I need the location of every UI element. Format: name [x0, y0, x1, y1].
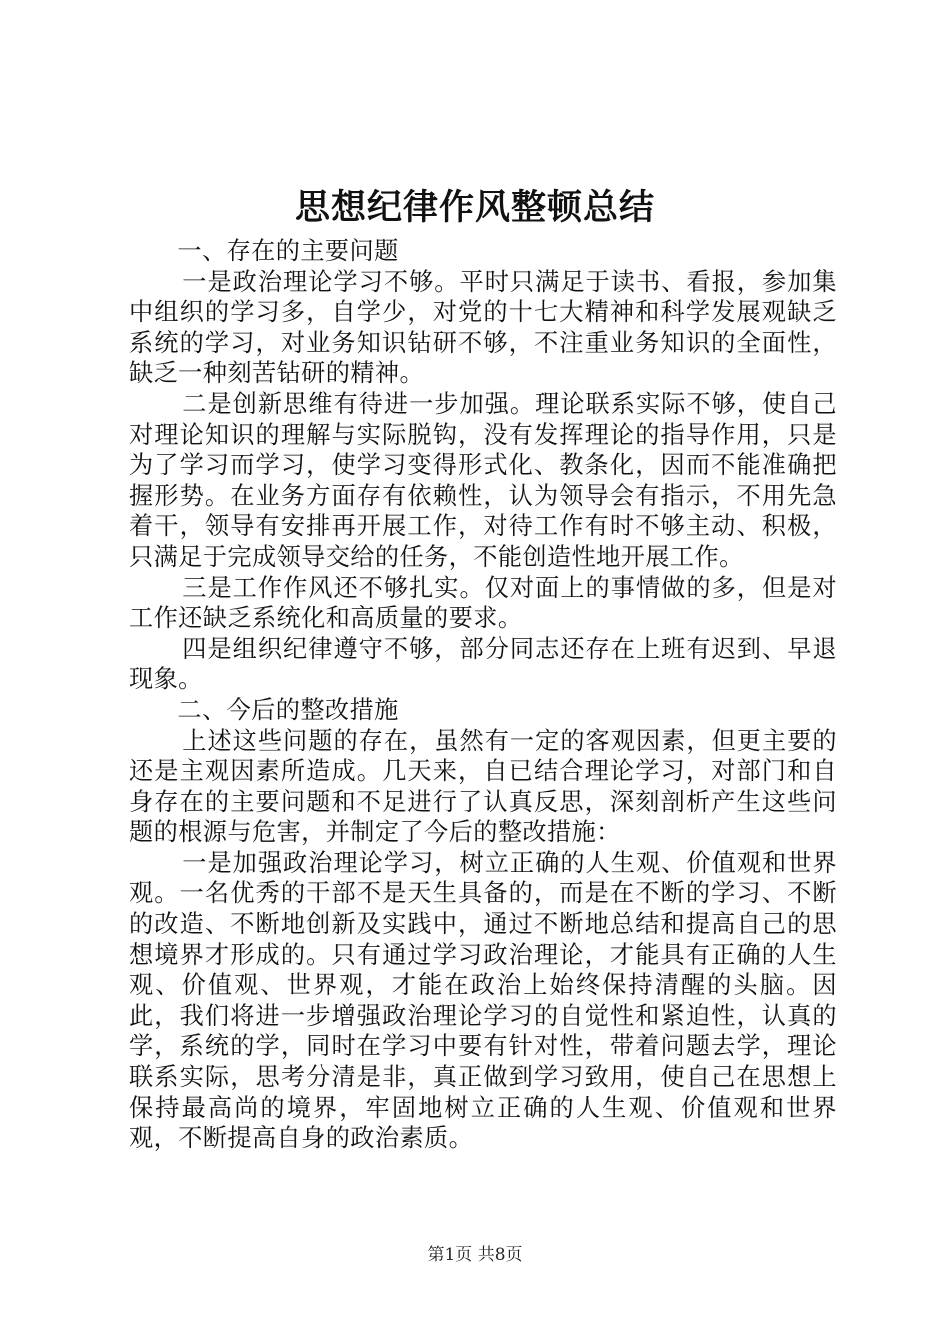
page-number: 第1页 共8页: [427, 1245, 523, 1265]
document-body: [129, 236, 837, 1154]
paragraph-measures-intro: 上述这些问题的存在，虽然有一定的客观因素，但更主要的还是主观因素所造成。几天来，自已结合理论学习，对部门和自身存在的主要问题和不足进行了认真反思，深刻剖析产生这些问题的根源与危害，并制定了今后的整改措施：: [129, 726, 837, 847]
section-heading-measures: 二、今后的整改措施: [177, 695, 399, 724]
paragraph-problem-4: 四是组织纪律遵守不够，部分同志还存在上班有迟到、早退现象。: [129, 634, 837, 694]
paragraph-problem-1: 一是政治理论学习不够。平时只满足于读书、看报，参加集中组织的学习多，自学少，对党的十七大精神和科学发展观缺乏系统的学习，对业务知识钻研不够，不注重业务知识的全面性，缺乏一种刻苦钻研的精神。: [129, 267, 837, 388]
paragraph-problem-2: 二是创新思维有待进一步加强。理论联系实际不够，使自己对理论知识的理解与实际脱钩，没有发挥理论的指导作用，只是为了学习而学习，使学习变得形式化、教条化，因而不能准确把握形势。在业务方面存有依赖性，认为领导会有指示，不用先急着干，领导有安排再开展工作，对待工作有时不够主动、积极，只满足于完成领导交给的任务，不能创造性地开展工作。: [129, 389, 837, 571]
document-title: 思想纪律作风整顿总结: [294, 187, 655, 228]
section-heading-problems: 一、存在的主要问题: [177, 237, 399, 265]
paragraph-problem-3: 三是工作作风还不够扎实。仅对面上的事情做的多，但是对工作还缺乏系统化和高质量的要求。: [129, 573, 837, 633]
paragraph-measure-1: 一是加强政治理论学习，树立正确的人生观、价值观和世界观。一名优秀的干部不是天生具备的，而是在不断的学习、不断的改造、不断地创新及实践中，通过不断地总结和提高自己的思想境界才形成的。只有通过学习政治理论，才能具有正确的人生观、价值观、世界观，才能在政治上始终保持清醒的头脑。因此，我们将进一步增强政治理论学习的自觉性和紧迫性，认真的学，系统的学，同时在学习中要有针对性，带着问题去学，理论联系实际，思考分清是非，真正做到学习致用，使自己在思想上保持最高尚的境界，牢固地树立正确的人生观、价值观和世界观，不断提高自身的政治素质。: [129, 848, 837, 1153]
